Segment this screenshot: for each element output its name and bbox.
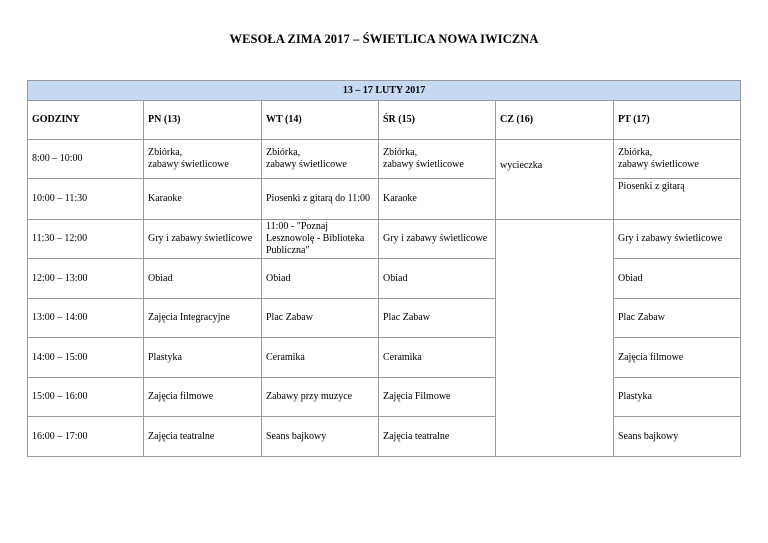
fri-cell: Obiad xyxy=(614,259,741,299)
wed-cell: Plac Zabaw xyxy=(379,299,496,338)
tue-cell: Obiad xyxy=(262,259,379,299)
wed-cell: Zajęcia teatralne xyxy=(379,417,496,457)
cell-line: zabawy świetlicowe xyxy=(383,159,464,170)
wed-cell: Ceramika xyxy=(379,338,496,378)
cell-line: Zbiórka, xyxy=(618,147,653,158)
header-tue: WT (14) xyxy=(262,101,379,140)
mon-cell: Gry i zabawy świetlicowe xyxy=(144,220,262,259)
mon-cell: Obiad xyxy=(144,259,262,299)
fri-cell: Zajęcia filmowe xyxy=(614,338,741,378)
time-cell: 15:00 – 16:00 xyxy=(28,378,144,417)
table-row xyxy=(28,417,741,457)
time-cell: 14:00 – 15:00 xyxy=(28,338,144,378)
fri-cell: Piosenki z gitarą xyxy=(614,179,741,220)
thu-empty-cell xyxy=(496,220,614,457)
week-label: 13 – 17 LUTY 2017 xyxy=(28,81,741,101)
header-mon: PN (13) xyxy=(144,101,262,140)
tue-cell: Plac Zabaw xyxy=(262,299,379,338)
wed-cell: Zajęcia Filmowe xyxy=(379,378,496,417)
cell-line: zabawy świetlicowe xyxy=(148,159,229,170)
table-row xyxy=(28,378,741,417)
tue-cell: Ceramika xyxy=(262,338,379,378)
mon-cell: Zajęcia filmowe xyxy=(144,378,262,417)
header-hours: GODZINY xyxy=(28,101,144,140)
mon-cell: Plastyka xyxy=(144,338,262,378)
time-cell: 16:00 – 17:00 xyxy=(28,417,144,457)
table-row xyxy=(28,220,741,259)
tue-cell: Piosenki z gitarą do 11:00 xyxy=(262,179,379,220)
fri-cell: Plastyka xyxy=(614,378,741,417)
header-fri: PT (17) xyxy=(614,101,741,140)
cell-line: Zbiórka, xyxy=(383,147,418,158)
tue-cell xyxy=(262,140,379,179)
thu-trip-cell xyxy=(496,140,614,220)
week-row xyxy=(28,81,741,101)
cell-line: Zbiórka, xyxy=(266,147,301,158)
tue-cell: 11:00 - "Poznaj Lesznowolę - Biblioteka Publiczna" xyxy=(262,220,379,259)
wed-cell: Karaoke xyxy=(379,179,496,220)
header-row xyxy=(28,101,741,140)
fri-cell: Seans bajkowy xyxy=(614,417,741,457)
fri-cell xyxy=(614,140,741,179)
cell-line: Zbiórka, xyxy=(148,147,183,158)
table-row xyxy=(28,338,741,378)
cell-line: zabawy świetlicowe xyxy=(618,159,699,170)
mon-cell: Karaoke xyxy=(144,179,262,220)
wed-cell: Gry i zabawy świetlicowe xyxy=(379,220,496,259)
table-row xyxy=(28,179,741,220)
wed-cell: Obiad xyxy=(379,259,496,299)
trip-label: wycieczka xyxy=(500,160,543,171)
fri-cell: Plac Zabaw xyxy=(614,299,741,338)
time-cell: 13:00 – 14:00 xyxy=(28,299,144,338)
header-wed: ŚR (15) xyxy=(379,101,496,140)
table-row xyxy=(28,140,741,179)
mon-cell: Zajęcia teatralne xyxy=(144,417,262,457)
time-cell: 10:00 – 11:30 xyxy=(28,179,144,220)
time-cell: 8:00 – 10:00 xyxy=(28,140,144,179)
mon-cell xyxy=(144,140,262,179)
cell-line: zabawy świetlicowe xyxy=(266,159,347,170)
table-row xyxy=(28,299,741,338)
page-title: WESOŁA ZIMA 2017 – ŚWIETLICA NOWA IWICZNA xyxy=(229,32,539,46)
table-row xyxy=(28,259,741,299)
time-cell: 11:30 – 12:00 xyxy=(28,220,144,259)
fri-cell: Gry i zabawy świetlicowe xyxy=(614,220,741,259)
tue-cell: Seans bajkowy xyxy=(262,417,379,457)
tue-cell: Zabawy przy muzyce xyxy=(262,378,379,417)
schedule-table xyxy=(27,80,741,457)
time-cell: 12:00 – 13:00 xyxy=(28,259,144,299)
header-thu: CZ (16) xyxy=(496,101,614,140)
mon-cell: Zajęcia Integracyjne xyxy=(144,299,262,338)
wed-cell xyxy=(379,140,496,179)
